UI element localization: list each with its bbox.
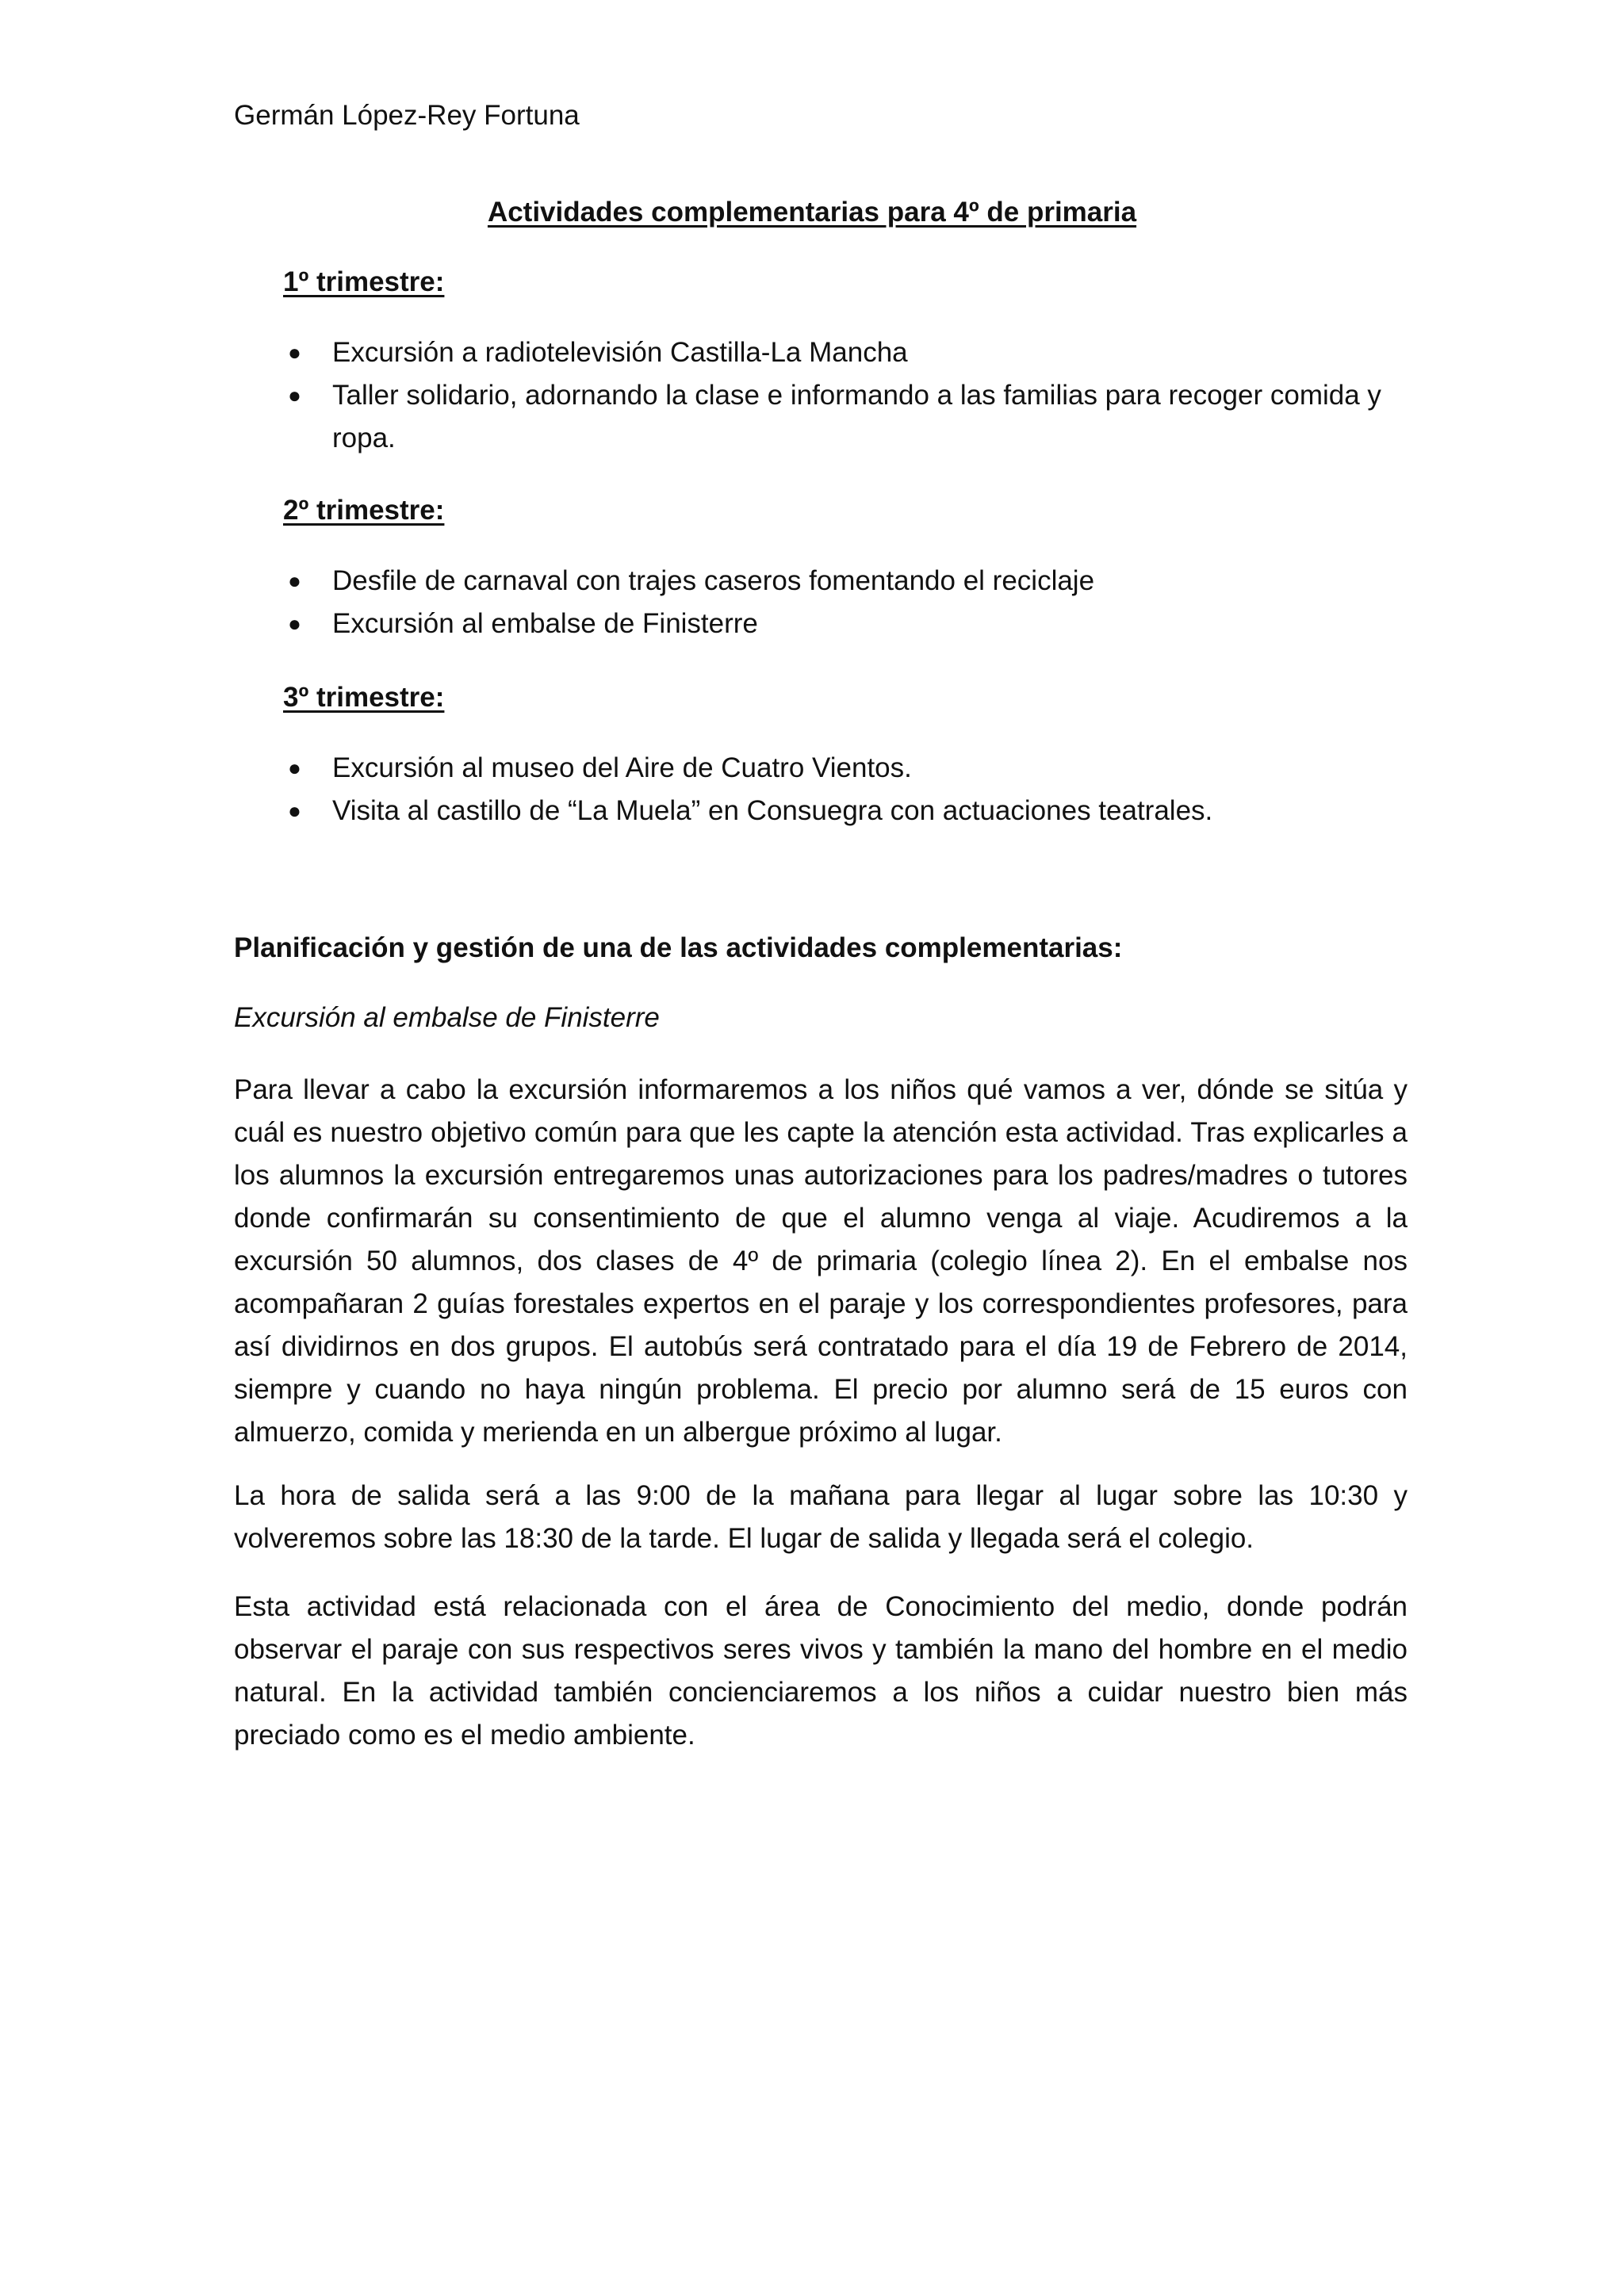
author-name: Germán López-Rey Fortuna	[234, 100, 580, 131]
term-heading-2: 2º trimestre:	[283, 495, 445, 526]
bullet-icon: ●	[288, 798, 301, 823]
list-item-text: Visita al castillo de “La Muela” en Consuegra con actuaciones teatrales.	[332, 795, 1213, 826]
list-item	[283, 560, 1393, 603]
paragraph-3: Esta actividad está relacionada con el área de Conocimiento del medio, donde podrán observar el paraje con sus respectivos seres vivos y también la mano del hombre en el medio natural. En la actividad también concienciaremos a los niños a cuidar nuestro bien más preciado como es el medio ambiente.	[234, 1591, 1408, 1751]
term-list-3	[283, 747, 1393, 832]
list-item	[283, 790, 1393, 832]
list-item-text: Excursión al museo del Aire de Cuatro Vientos.	[332, 752, 912, 783]
term-list-1	[283, 331, 1393, 460]
list-item-text: Excursión al embalse de Finisterre	[332, 608, 758, 639]
term-heading-3: 3º trimestre:	[283, 682, 445, 713]
document-title: Actividades complementarias para 4º de primaria	[487, 197, 1137, 228]
list-item-text: Desfile de carnaval con trajes caseros fomentando el reciclaje	[332, 565, 1095, 596]
bullet-icon: ●	[288, 756, 301, 780]
bullet-icon: ●	[288, 340, 301, 365]
list-item	[283, 331, 1393, 374]
term-list-2	[283, 560, 1393, 645]
list-item	[283, 374, 1393, 460]
paragraph-2: La hora de salida será a las 9:00 de la mañana para llegar al lugar sobre las 10:30 y volveremos sobre las 18:30 de la tarde. El lugar de salida y llegada será el colegio.	[234, 1480, 1408, 1554]
section-heading: Planificación y gestión de una de las actividades complementarias:	[234, 932, 1123, 963]
list-item-text: Taller solidario, adornando la clase e informando a las familias para recoger comida y ropa.	[332, 380, 1381, 453]
list-item-text: Excursión a radiotelevisión Castilla-La Mancha	[332, 337, 908, 368]
list-item	[283, 747, 1393, 790]
paragraph-1: Para llevar a cabo la excursión informaremos a los niños qué vamos a ver, dónde se sitúa y cuál es nuestro objetivo común para que les capte la atención esta actividad. Tras explicarles a los alumnos la excursión entregaremos unas autorizaciones para los padres/madres o tutores donde confirmarán su consentimiento de que el alumno venga al viaje. Acudiremos a la excursión 50 alumnos, dos clases de 4º de primaria (colegio línea 2). En el embalse nos acompañaran 2 guías forestales expertos en el paraje y los correspondientes profesores, para así dividirnos en dos grupos. El autobús será contratado para el día 19 de Febrero de 2014, siempre y cuando no haya ningún problema. El precio por alumno será de 15 euros con almuerzo, comida y merienda en un albergue próximo al lugar.	[234, 1074, 1408, 1448]
list-item	[283, 603, 1393, 645]
activity-subtitle: Excursión al embalse de Finisterre	[234, 1002, 660, 1033]
bullet-icon: ●	[288, 611, 301, 636]
bullet-icon: ●	[288, 383, 301, 408]
bullet-icon: ●	[288, 568, 301, 593]
term-heading-1: 1º trimestre:	[283, 266, 445, 297]
